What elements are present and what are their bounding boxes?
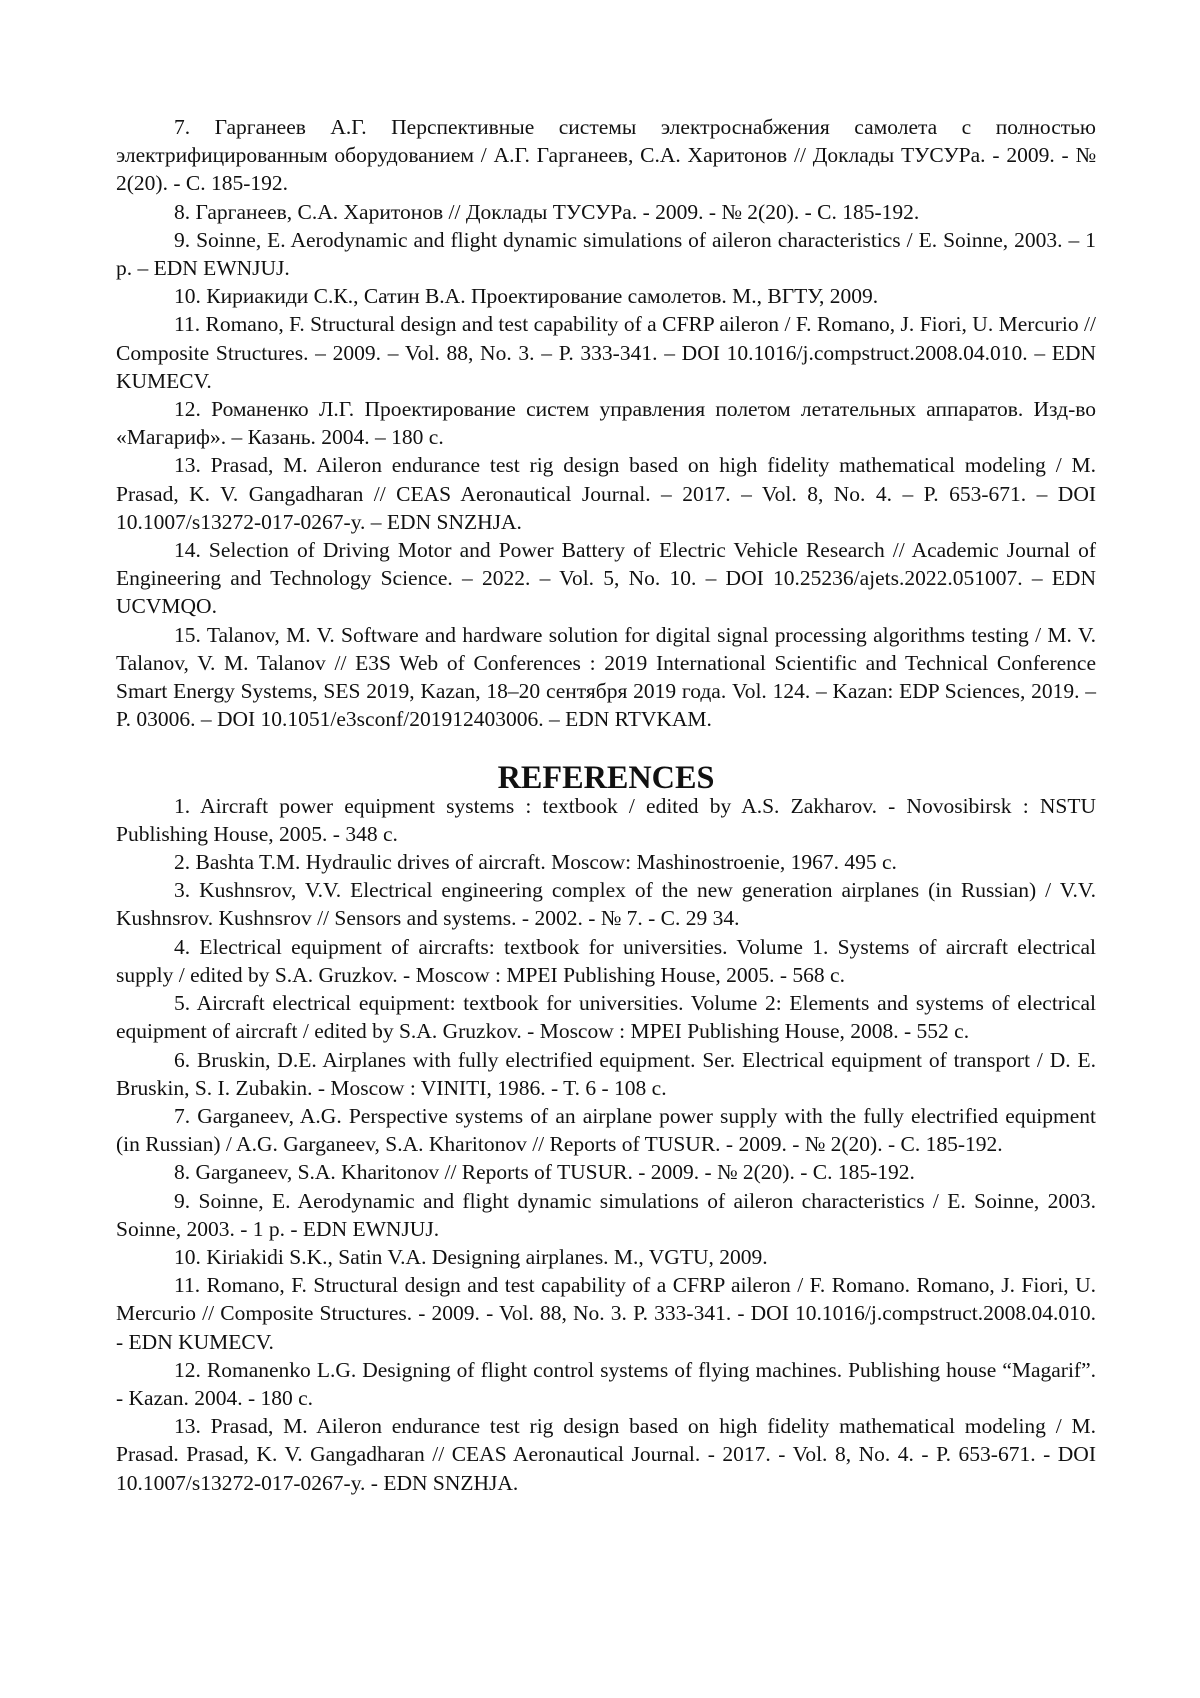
reference-item: 12. Romanenko L.G. Designing of flight control systems of flying machines. Publishing house “Magarif”. - Kazan. 2004. - 180 c.: [116, 1356, 1096, 1412]
reference-item: 10. Кириакиди С.К., Сатин В.А. Проектирование самолетов. М., ВГТУ, 2009.: [116, 282, 1096, 310]
reference-item: 3. Kushnsrov, V.V. Electrical engineering complex of the new generation airplanes (in Russian) / V.V. Kushnsrov. Kushnsrov // Sensors and systems. - 2002. - № 7. - C. 29 34.: [116, 876, 1096, 932]
reference-item: 4. Electrical equipment of aircrafts: textbook for universities. Volume 1. Systems of aircraft electrical supply / edited by S.A. Gruzkov. - Moscow : MPEI Publishing House, 2005. - 568 c.: [116, 933, 1096, 989]
reference-item: 2. Bashta T.M. Hydraulic drives of aircraft. Moscow: Mashinostroenie, 1967. 495 c.: [116, 848, 1096, 876]
reference-item: 7. Garganeev, A.G. Perspective systems of an airplane power supply with the fully electrified equipment (in Russian) / A.G. Garganeev, S.A. Kharitonov // Reports of TUSUR. - 2009. - № 2(20). - C. 185-192.: [116, 1102, 1096, 1158]
reference-item: 9. Soinne, E. Aerodynamic and flight dynamic simulations of aileron characteristics / E. Soinne, 2003. Soinne, 2003. - 1 p. - EDN EWNJUJ.: [116, 1187, 1096, 1243]
reference-item: 1. Aircraft power equipment systems : textbook / edited by A.S. Zakharov. - Novosibirsk : NSTU Publishing House, 2005. - 348 c.: [116, 792, 1096, 848]
reference-item: 15. Talanov, M. V. Software and hardware solution for digital signal processing algorithms testing / M. V. Talanov, V. M. Talanov // E3S Web of Conferences : 2019 International Scientific and Technical Conference Smart Energy Systems, SES 2019, Kazan, 18–20 сентября 2019 года. Vol. 124. – Kazan: EDP Sciences, 2019. – P. 03006. – DOI 10.1051/e3sconf/201912403006. – EDN RTVKAM.: [116, 621, 1096, 734]
reference-item: 13. Prasad, M. Aileron endurance test rig design based on high fidelity mathematical modeling / M. Prasad. Prasad, K. V. Gangadharan // CEAS Aeronautical Journal. - 2017. - Vol. 8, No. 4. - P. 653-671. - DOI 10.1007/s13272-017-0267-y. - EDN SNZHJA.: [116, 1412, 1096, 1497]
reference-item: 11. Romano, F. Structural design and test capability of a CFRP aileron / F. Romano. Romano, J. Fiori, U. Mercurio // Composite Structures. - 2009. - Vol. 88, No. 3. P. 333-341. - DOI 10.1016/j.compstruct.2008.04.010. - EDN KUMECV.: [116, 1271, 1096, 1356]
document-page: [116, 113, 1096, 1497]
reference-item: 7. Гарганеев А.Г. Перспективные системы электроснабжения самолета с полностью электрифицированным оборудованием / А.Г. Гарганеев, С.А. Харитонов // Доклады ТУСУРа. - 2009. - № 2(20). - С. 185-192.: [116, 113, 1096, 198]
reference-item: 8. Garganeev, S.A. Kharitonov // Reports of TUSUR. - 2009. - № 2(20). - C. 185-192.: [116, 1158, 1096, 1186]
russian-references-list: [116, 113, 1096, 733]
reference-item: 5. Aircraft electrical equipment: textbook for universities. Volume 2: Elements and systems of electrical equipment of aircraft / edited by S.A. Gruzkov. - Moscow : MPEI Publishing House, 2008. - 552 c.: [116, 989, 1096, 1045]
reference-item: 6. Bruskin, D.E. Airplanes with fully electrified equipment. Ser. Electrical equipment of transport / D. E. Bruskin, S. I. Zubakin. - Moscow : VINITI, 1986. - T. 6 - 108 c.: [116, 1046, 1096, 1102]
reference-item: 9. Soinne, E. Aerodynamic and flight dynamic simulations of aileron characteristics / E. Soinne, 2003. – 1 p. – EDN EWNJUJ.: [116, 226, 1096, 282]
english-references-list: [116, 792, 1096, 1497]
reference-item: 13. Prasad, M. Aileron endurance test rig design based on high fidelity mathematical modeling / M. Prasad, K. V. Gangadharan // CEAS Aeronautical Journal. – 2017. – Vol. 8, No. 4. – P. 653-671. – DOI 10.1007/s13272-017-0267-y. – EDN SNZHJA.: [116, 451, 1096, 536]
reference-item: 8. Гарганеев, С.А. Харитонов // Доклады ТУСУРа. - 2009. - № 2(20). - С. 185-192.: [116, 198, 1096, 226]
reference-item: 14. Selection of Driving Motor and Power Battery of Electric Vehicle Research // Academic Journal of Engineering and Technology Science. – 2022. – Vol. 5, No. 10. – DOI 10.25236/ajets.2022.051007. – EDN UCVMQO.: [116, 536, 1096, 621]
reference-item: 11. Romano, F. Structural design and test capability of a CFRP aileron / F. Romano, J. Fiori, U. Mercurio // Composite Structures. – 2009. – Vol. 88, No. 3. – P. 333-341. – DOI 10.1016/j.compstruct.2008.04.010. – EDN KUMECV.: [116, 310, 1096, 395]
reference-item: 12. Романенко Л.Г. Проектирование систем управления полетом летательных аппаратов. Изд-во «Магариф». – Казань. 2004. – 180 с.: [116, 395, 1096, 451]
reference-item: 10. Kiriakidi S.K., Satin V.A. Designing airplanes. M., VGTU, 2009.: [116, 1243, 1096, 1271]
references-heading: REFERENCES: [116, 763, 1096, 791]
